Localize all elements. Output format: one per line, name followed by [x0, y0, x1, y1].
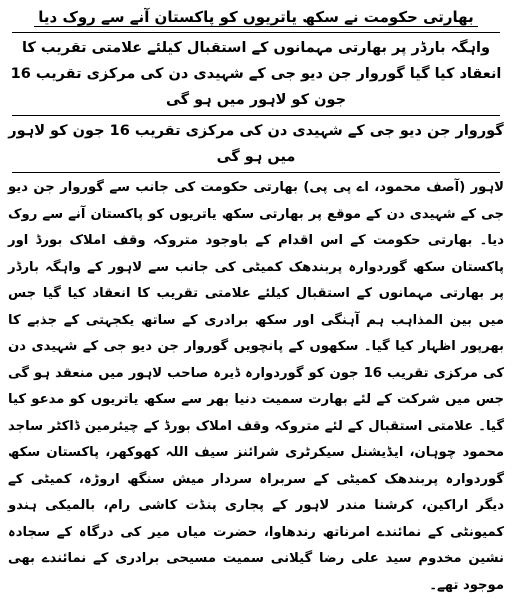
headline-text: بھارتی حکومت نے سکھ یاتریوں کو پاکستان آنے سے روک دیا — [34, 8, 477, 27]
article-headline — [8, 4, 504, 30]
body-divider — [12, 172, 500, 173]
article-secondary-subheadline: گوروار جن دیو جی کے شہیدی دن کی مرکزی تقریب 16 جون کو لاہور میں ہو گی — [8, 123, 504, 165]
article-subheadline: واہگہ بارڈر پر بھارتی مہمانوں کے استقبال کیلئے علامتی تقریب کا انعقاد کیا گیا گوروار جن دیو جی کے شہیدی دن کی مرکزی تقریب 16 جون کو لاہور میں ہو گی — [10, 40, 502, 108]
headline-divider — [12, 32, 500, 33]
subheadline-divider — [12, 115, 500, 116]
article-body: لاہور (آصف محمود، اے پی پی) بھارتی حکومت کی جانب سے گوروار جن دیو جی کے شہیدی دن کے موقع پر بھارتی سکھ یاتریوں کو پاکستان آنے سے روک دیا۔ بھارتی حکومت کے اس اقدام کے باوجود متروکہ وقف املاک بورڈ اور پاکستان سکھ گوردوارہ پربندھک کمیٹی کی جانب سے لاہور کے واہگہ بارڈر پر بھارتی مہمانوں کے استقبال کیلئے علامتی تقریب کا انعقاد کیا گیا جس میں بین المذاہب ہم آہنگی اور سکھ برادری کے ساتھ یکجہتی کے جذبے کا بھرپور اظہار کیا گیا۔ سکھوں کے پانچویں گوروار جن دیو جی کے شہیدی دن کی مرکزی تقریب 16 جون کو گوردوارہ ڈیرہ صاحب لاہور میں منعقد ہو گی جس میں شرکت کے لئے بھارت سمیت دنیا بھر سے سکھ یاتریوں کو مدعو کیا گیا۔ علامتی استقبال کے لئے متروکہ وقف املاک بورڈ کے چیئرمین ڈاکٹر ساجد محمود چوہان، ایڈیشنل سیکرٹری شرائنز سیف اللہ کھوکھر، پاکستان سکھ گوردوارہ پربندھک کمیٹی کے سربراہ سردار میش سنگھ اروڑہ، کمیٹی کے دیگر اراکین، کرشنا مندر لاہور کے پجاری پنڈت کاشی رام، بالمیکی ہندو کمیونٹی کے نمائندے امرناتھ رندھاوا، حضرت میاں میر کی درگاہ کے سجادہ نشین مخدوم سید علی رضا گیلانی سمیت مسیحی برادری کے نمائندے بھی موجود تھے۔ — [8, 180, 505, 593]
